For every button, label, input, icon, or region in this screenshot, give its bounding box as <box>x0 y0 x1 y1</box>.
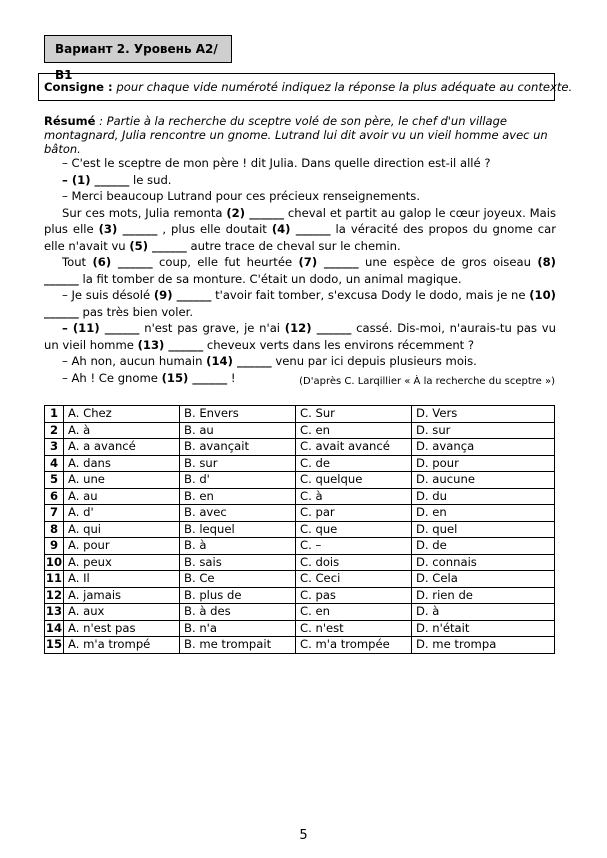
blank: – (11) ______ <box>62 321 140 335</box>
option-a: A. qui <box>64 521 180 538</box>
option-b: B. à <box>180 538 296 555</box>
option-d: D. connais <box>412 554 555 571</box>
option-c: C. quelque <box>296 472 412 489</box>
option-d: D. me trompa <box>412 637 555 654</box>
option-a: A. peux <box>64 554 180 571</box>
table-row <box>45 571 555 588</box>
instruction-text: pour chaque vide numéroté indiquez la réponse la plus adéquate au contexte. <box>112 80 573 94</box>
answer-options-table <box>44 405 555 654</box>
option-d: D. quel <box>412 521 555 538</box>
row-number: 3 <box>45 439 64 456</box>
cloze-text <box>44 155 556 386</box>
blank: (12) ______ <box>284 321 352 335</box>
option-b: B. me trompait <box>180 637 296 654</box>
option-b: B. plus de <box>180 587 296 604</box>
option-a: A. d' <box>64 505 180 522</box>
option-c: C. de <box>296 455 412 472</box>
option-b: B. Ce <box>180 571 296 588</box>
option-d: D. en <box>412 505 555 522</box>
table-row <box>45 554 555 571</box>
option-b: B. à des <box>180 604 296 621</box>
blank: (10) ______ <box>44 288 556 319</box>
blank: – (1) ______ <box>62 172 130 187</box>
option-c: C. pas <box>296 587 412 604</box>
row-number: 8 <box>45 521 64 538</box>
option-b: B. d' <box>180 472 296 489</box>
table-row <box>45 422 555 439</box>
page-number: 5 <box>299 828 308 843</box>
option-c: C. dois <box>296 554 412 571</box>
row-number: 5 <box>45 472 64 489</box>
blank: (3) ______ <box>98 222 158 236</box>
blank: (4) ______ <box>271 222 331 236</box>
row-number: 15 <box>45 637 63 652</box>
option-c: C. par <box>296 505 412 522</box>
option-c: C. en <box>296 604 412 621</box>
text-line: – Merci beaucoup Lutrand pour ces précieux renseignements. <box>62 189 421 203</box>
option-d: D. aucune <box>412 472 555 489</box>
blank: (9) ______ <box>153 288 212 302</box>
option-c: C. Ceci <box>296 571 412 588</box>
option-c: C. que <box>296 521 412 538</box>
text-paragraph: Tout (6) ______ coup, elle fut heurtée (7) ______ une espèce de gros oiseau (8) ______ la fit tomber de sa monture. C'était un dodo, un animal magique. <box>44 255 556 286</box>
option-d: D. avança <box>412 439 555 456</box>
option-b: B. n'a <box>180 620 296 637</box>
row-number: 6 <box>45 488 64 505</box>
option-b: B. sur <box>180 455 296 472</box>
option-a: A. m'a trompé <box>64 637 180 654</box>
table-row <box>45 488 555 505</box>
table-row <box>45 620 555 637</box>
table-row <box>45 505 555 522</box>
option-c: C. n'est <box>296 620 412 637</box>
option-c: C. à <box>296 488 412 505</box>
blank: (14) ______ <box>206 354 272 368</box>
text-line: – Ah non, aucun humain (14) ______ venu par ici depuis plusieurs mois. <box>62 354 477 368</box>
blank: (13) ______ <box>137 337 204 352</box>
row-number: 11 <box>45 571 63 586</box>
text-line: – Ah ! Ce gnome (15) ______ ! <box>62 370 236 385</box>
table-row <box>45 538 555 555</box>
summary-text: : Partie à la recherche du sceptre volé de son père, le chef d'un village montagnard, Julia rencontre un gnome. Lutrand lui dit avoir vu un vieil homme avec un bâton. <box>44 114 548 156</box>
option-b: B. lequel <box>180 521 296 538</box>
option-b: B. au <box>180 422 296 439</box>
option-c: C. – <box>296 538 412 555</box>
option-d: D. de <box>412 538 555 555</box>
row-number: 2 <box>45 422 64 439</box>
blank: (5) ______ <box>129 238 187 253</box>
option-b: B. avec <box>180 505 296 522</box>
option-b: B. sais <box>180 554 296 571</box>
option-d: D. du <box>412 488 555 505</box>
table-row <box>45 521 555 538</box>
option-b: B. Envers <box>180 406 296 423</box>
table-row <box>45 587 555 604</box>
blank: (15) ______ <box>161 370 228 385</box>
option-c: C. Sur <box>296 406 412 423</box>
row-number: 7 <box>45 505 64 522</box>
option-a: A. jamais <box>64 587 180 604</box>
option-a: A. à <box>64 422 180 439</box>
summary-label: Résumé <box>44 114 96 128</box>
table-row <box>45 439 555 456</box>
row-number: 1 <box>45 406 64 423</box>
blank: (7) ______ <box>298 255 359 269</box>
option-a: A. Il <box>64 571 180 588</box>
option-d: D. Vers <box>412 406 555 423</box>
text-paragraph: – Je suis désolé (9) ______ t'avoir fait tomber, s'excusa Dody le dodo, mais je ne (10) ______ pas très bien voler. <box>44 288 556 319</box>
table-row <box>45 472 555 489</box>
option-a: A. aux <box>64 604 180 621</box>
text-paragraph: Sur ces mots, Julia remonta (2) ______ cheval et partit au galop le cœur joyeux. Mais plus elle (3) ______ , plus elle doutait (4) ______ la véracité des propos du gnome car elle n'avait vu (5) ______ autre trace de cheval sur le chemin. <box>44 205 557 253</box>
option-b: B. avançait <box>180 439 296 456</box>
table-row <box>45 406 555 423</box>
text-paragraph: – (11) ______ n'est pas grave, je n'ai (12) ______ cassé. Dis-moi, n'aurais-tu pas vu un vieil homme (13) ______ cheveux verts dans les environs récemment ? <box>44 321 556 352</box>
option-a: A. pour <box>64 538 180 555</box>
option-a: A. Chez <box>64 406 180 423</box>
row-number: 12 <box>45 587 63 602</box>
option-d: D. n'était <box>412 620 555 637</box>
option-a: A. a avancé <box>64 439 180 456</box>
table-row <box>45 604 555 621</box>
summary <box>44 114 556 156</box>
option-d: D. rien de <box>412 587 555 604</box>
text-line: – C'est le sceptre de mon père ! dit Julia. Dans quelle direction est-il allé ? <box>62 156 491 170</box>
option-d: D. pour <box>412 455 555 472</box>
table-row <box>45 637 555 654</box>
option-d: D. sur <box>412 422 555 439</box>
option-a: A. au <box>64 488 180 505</box>
option-c: C. m'a trompée <box>296 637 412 654</box>
option-c: C. avait avancé <box>296 439 412 456</box>
option-d: D. Cela <box>412 571 555 588</box>
row-number: 10 <box>45 554 63 569</box>
row-number: 4 <box>45 455 64 472</box>
text-line: – (1) ______ le sud. <box>62 172 172 187</box>
option-a: A. une <box>64 472 180 489</box>
instruction-box <box>38 73 573 101</box>
option-c: C. en <box>296 422 412 439</box>
source-citation: (D'après C. Larqillier « À la recherche du sceptre ») <box>299 376 555 387</box>
row-number: 9 <box>45 538 64 555</box>
table-row <box>45 455 555 472</box>
blank: (2) ______ <box>226 205 285 220</box>
variant-header: Вариант 2. Уровень А2/В1 <box>44 35 232 63</box>
blank: (6) ______ <box>92 255 153 269</box>
instruction-label: Consigne : <box>44 80 113 94</box>
row-number: 13 <box>45 604 63 619</box>
option-a: A. n'est pas <box>64 620 180 637</box>
row-number: 14 <box>45 620 63 635</box>
blank: (8) ______ <box>44 255 556 286</box>
option-d: D. à <box>412 604 555 621</box>
option-b: B. en <box>180 488 296 505</box>
option-a: A. dans <box>64 455 180 472</box>
